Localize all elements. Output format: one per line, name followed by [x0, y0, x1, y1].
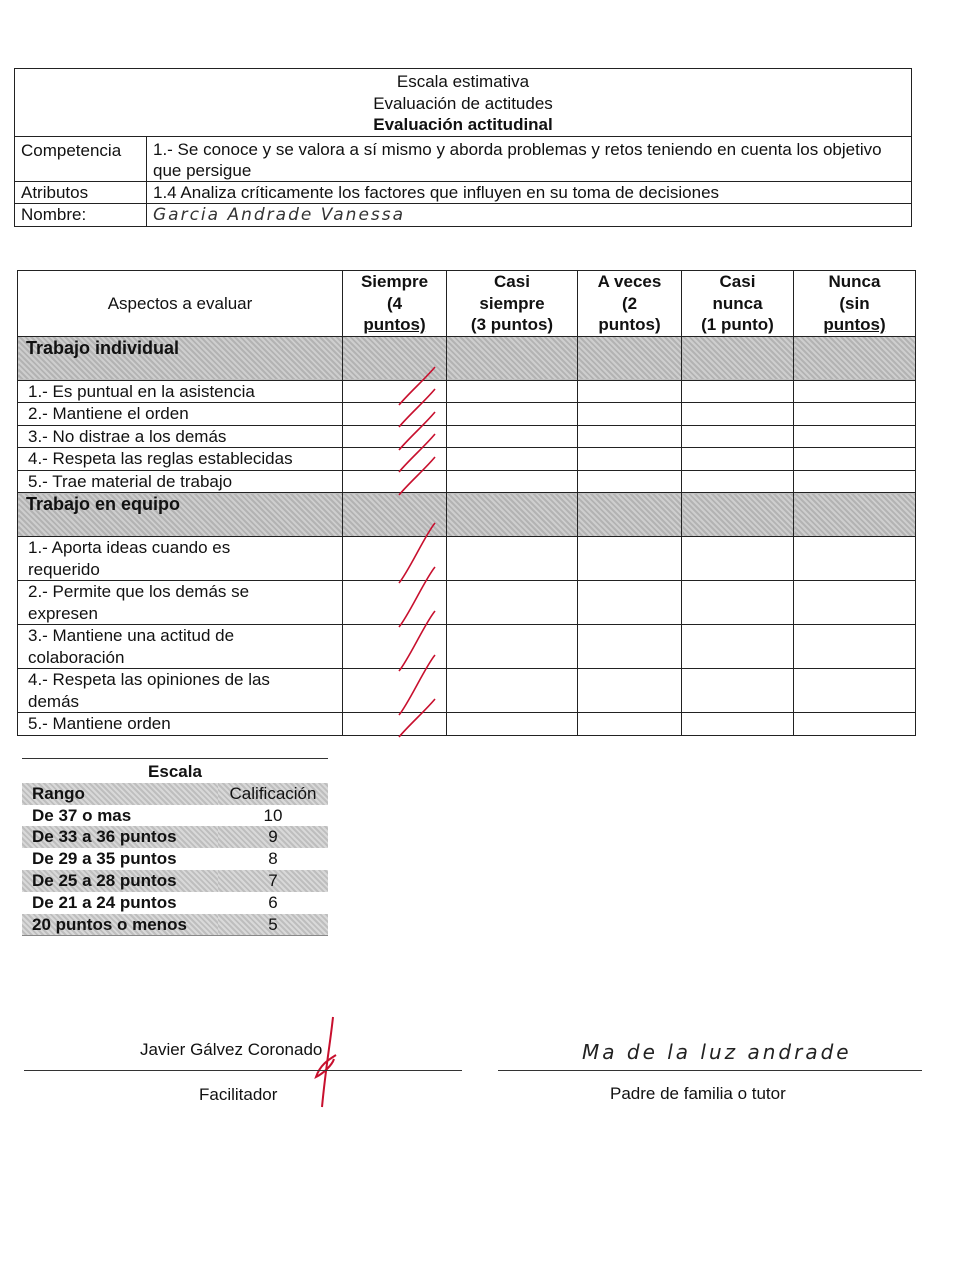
- facilitator-name: Javier Gálvez Coronado: [140, 1040, 323, 1059]
- section-title: Trabajo en equipo: [18, 493, 343, 537]
- rating-cell[interactable]: [343, 713, 447, 736]
- title-line-1: Escala estimativa: [396, 72, 530, 91]
- rating-cell[interactable]: [578, 669, 682, 713]
- rating-cell[interactable]: [794, 425, 916, 448]
- header-table: [14, 68, 912, 227]
- check-mark-icon: [343, 669, 447, 713]
- nombre-value: Garcia Andrade Vanessa: [153, 204, 406, 225]
- section-row: [18, 493, 916, 537]
- rating-cell[interactable]: [447, 448, 578, 471]
- col-casi-siempre-header: Casi siempre (3 puntos): [447, 271, 578, 337]
- check-mark-icon: [343, 426, 447, 448]
- rating-cell[interactable]: [794, 669, 916, 713]
- rating-cell[interactable]: [578, 448, 682, 471]
- criterion-label: 1.- Aporta ideas cuando es requerido: [18, 537, 343, 581]
- check-mark-icon: [343, 581, 447, 625]
- nombre-label: Nombre:: [15, 203, 147, 226]
- rating-cell[interactable]: [794, 448, 916, 471]
- rating-cell[interactable]: [794, 380, 916, 403]
- check-mark-icon: [343, 381, 447, 403]
- rating-cell[interactable]: [682, 581, 794, 625]
- parent-signature: Ma de la luz andrade: [582, 1040, 852, 1064]
- rating-cell[interactable]: [447, 470, 578, 493]
- section-shade-cell: [578, 336, 682, 380]
- criterion-row: [18, 537, 916, 581]
- check-mark-icon: [343, 537, 447, 581]
- col-nunca-header: Nunca (sin puntos): [794, 271, 916, 337]
- rating-cell[interactable]: [682, 625, 794, 669]
- rating-cell[interactable]: [794, 713, 916, 736]
- criterion-label: 3.- No distrae a los demás: [18, 425, 343, 448]
- rating-cell[interactable]: [447, 625, 578, 669]
- rating-cell[interactable]: [578, 537, 682, 581]
- rating-cell[interactable]: [447, 581, 578, 625]
- competencia-label: Competencia: [15, 136, 147, 181]
- scale-title: Escala: [148, 762, 202, 781]
- criterion-row: [18, 403, 916, 426]
- parent-role: Padre de familia o tutor: [610, 1084, 786, 1103]
- section-title: Trabajo individual: [18, 336, 343, 380]
- rating-cell[interactable]: [447, 403, 578, 426]
- col-siempre-header: Siempre (4 puntos): [343, 271, 447, 337]
- aspect-header: Aspectos a evaluar: [18, 271, 343, 337]
- rating-cell[interactable]: [794, 625, 916, 669]
- scale-row-calif: 10: [263, 805, 283, 825]
- rating-cell[interactable]: [682, 470, 794, 493]
- section-shade-cell: [794, 493, 916, 537]
- criterion-label: 4.- Respeta las opiniones de las demás: [18, 669, 343, 713]
- check-mark-icon: [343, 403, 447, 425]
- rating-cell[interactable]: [578, 470, 682, 493]
- check-mark-icon: [343, 713, 447, 735]
- rating-cell[interactable]: [682, 448, 794, 471]
- grading-scale-table: [22, 758, 328, 936]
- criterion-label: 3.- Mantiene una actitud de colaboración: [18, 625, 343, 669]
- criterion-row: [18, 669, 916, 713]
- rating-cell[interactable]: [794, 537, 916, 581]
- col-a-veces-header: A veces (2 puntos): [578, 271, 682, 337]
- rating-cell[interactable]: [578, 581, 682, 625]
- criterion-row: [18, 425, 916, 448]
- scale-col-calificacion: Calificación: [218, 783, 328, 805]
- section-shade-cell: [682, 336, 794, 380]
- scale-col-rango: Rango: [22, 783, 218, 805]
- rating-cell[interactable]: [343, 403, 447, 426]
- competencia-value: 1.- Se conoce y se valora a sí mismo y aborda problemas y retos teniendo en cuenta los objetivo que persigue: [147, 136, 912, 181]
- section-shade-cell: [447, 493, 578, 537]
- rating-cell[interactable]: [578, 425, 682, 448]
- rating-cell[interactable]: [578, 403, 682, 426]
- rating-cell[interactable]: [794, 581, 916, 625]
- scale-row-calif: 8: [268, 849, 278, 869]
- scale-row-calif: 7: [218, 870, 328, 892]
- scale-row-calif: 9: [218, 826, 328, 848]
- rating-cell[interactable]: [578, 625, 682, 669]
- rating-cell[interactable]: [343, 669, 447, 713]
- facilitator-signature-line: [24, 1070, 462, 1071]
- criterion-label: 4.- Respeta las reglas establecidas: [18, 448, 343, 471]
- section-row: [18, 336, 916, 380]
- rating-cell[interactable]: [794, 470, 916, 493]
- nombre-field[interactable]: [147, 203, 912, 226]
- title-line-3: Evaluación actitudinal: [373, 115, 553, 134]
- col-casi-nunca-header: Casi nunca (1 punto): [682, 271, 794, 337]
- criterion-label: 5.- Trae material de trabajo: [18, 470, 343, 493]
- facilitator-signature-mark: [308, 1015, 348, 1110]
- rating-cell[interactable]: [682, 380, 794, 403]
- criterion-label: 2.- Mantiene el orden: [18, 403, 343, 426]
- check-mark-icon: [343, 471, 447, 493]
- section-shade-cell: [578, 493, 682, 537]
- parent-signature-line: [498, 1070, 922, 1071]
- rating-cell[interactable]: [682, 669, 794, 713]
- criterion-row: [18, 380, 916, 403]
- criterion-label: 1.- Es puntual en la asistencia: [18, 380, 343, 403]
- rating-cell[interactable]: [343, 470, 447, 493]
- rating-cell[interactable]: [794, 403, 916, 426]
- rating-cell[interactable]: [343, 425, 447, 448]
- rating-cell[interactable]: [447, 669, 578, 713]
- facilitator-role: Facilitador: [199, 1085, 278, 1104]
- rating-cell[interactable]: [682, 537, 794, 581]
- scale-row-rango: De 33 a 36 puntos: [22, 826, 218, 848]
- rating-cell[interactable]: [447, 380, 578, 403]
- scale-row-calif: 6: [268, 892, 278, 912]
- rating-cell[interactable]: [682, 713, 794, 736]
- criterion-label: 5.- Mantiene orden: [18, 713, 343, 736]
- check-mark-icon: [343, 448, 447, 470]
- rating-cell[interactable]: [343, 380, 447, 403]
- rating-cell[interactable]: [343, 448, 447, 471]
- rating-cell[interactable]: [682, 425, 794, 448]
- criterion-row: [18, 713, 916, 736]
- scale-row-rango: De 29 a 35 puntos: [32, 849, 177, 869]
- header-title-block: [15, 69, 912, 137]
- criterion-row: [18, 470, 916, 493]
- section-shade-cell: [794, 336, 916, 380]
- scale-row-rango: De 37 o mas: [32, 805, 132, 825]
- criterion-row: [18, 581, 916, 625]
- criterion-row: [18, 625, 916, 669]
- criterion-row: [18, 448, 916, 471]
- check-mark-icon: [343, 625, 447, 669]
- rating-cell[interactable]: [578, 713, 682, 736]
- section-shade-cell: [447, 336, 578, 380]
- scale-row-calif: 5: [218, 914, 328, 936]
- atributos-label: Atributos: [15, 181, 147, 203]
- section-shade-cell: [682, 493, 794, 537]
- rating-cell[interactable]: [447, 537, 578, 581]
- atributos-value: 1.4 Analiza críticamente los factores que influyen en su toma de decisiones: [147, 181, 912, 203]
- scale-row-rango: 20 puntos o menos: [22, 914, 218, 936]
- rating-cell[interactable]: [578, 380, 682, 403]
- scale-row-rango: De 25 a 28 puntos: [22, 870, 218, 892]
- scale-row-rango: De 21 a 24 puntos: [32, 892, 177, 912]
- criterion-label: 2.- Permite que los demás se expresen: [18, 581, 343, 625]
- evaluation-table: [17, 270, 916, 736]
- rating-cell[interactable]: [447, 425, 578, 448]
- rating-cell[interactable]: [682, 403, 794, 426]
- section-shade-cell: [343, 336, 447, 380]
- title-line-2: Evaluación de actitudes: [373, 93, 553, 113]
- rating-cell[interactable]: [447, 713, 578, 736]
